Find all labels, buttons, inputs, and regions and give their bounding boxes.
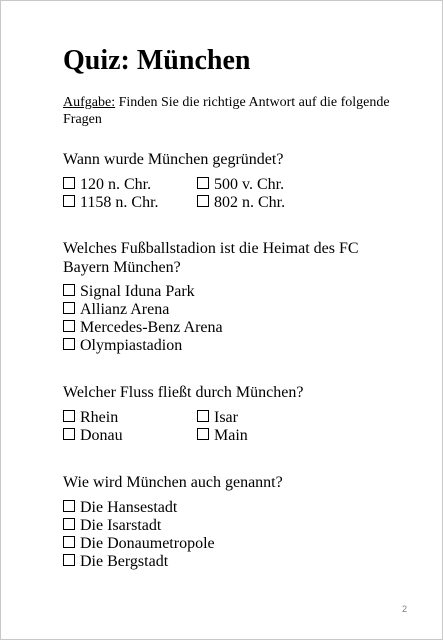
task-label: Aufgabe: [63,95,116,110]
page-title: Quiz: München [63,45,251,76]
checkbox-icon[interactable] [63,302,75,314]
question-1: Wann wurde München gegründet? [63,151,284,168]
q1-option-2[interactable] [197,176,284,194]
option-label: Signal Iduna Park [80,283,195,300]
task-text: Finden Sie die richtige Antwort auf die folgende Fragen [63,95,390,127]
checkbox-icon[interactable] [63,338,75,350]
option-label: 500 v. Chr. [214,176,285,193]
q4-option-4[interactable] [63,553,168,571]
option-label: Olympiastadion [80,337,183,354]
page-number: 2 [402,604,408,614]
checkbox-icon[interactable] [63,284,75,296]
option-label: Main [214,427,248,444]
option-label: Donau [80,427,123,444]
option-label: Die Isarstadt [80,517,162,534]
option-label: 1158 n. Chr. [80,194,159,211]
q1-option-4[interactable] [197,194,285,212]
q2-option-2[interactable] [63,301,169,319]
checkbox-icon[interactable] [63,428,75,440]
task-instructions [63,94,403,128]
option-label: Die Bergstadt [80,553,169,570]
q3-option-2[interactable] [197,409,238,427]
checkbox-icon[interactable] [63,177,75,189]
q2-option-3[interactable] [63,319,223,337]
checkbox-icon[interactable] [63,410,75,422]
option-label: 802 n. Chr. [214,194,286,211]
q3-option-1[interactable] [63,409,118,427]
q4-option-2[interactable] [63,517,161,535]
checkbox-icon[interactable] [63,518,75,530]
option-label: 120 n. Chr. [80,176,152,193]
checkbox-icon[interactable] [63,554,75,566]
q4-option-1[interactable] [63,499,177,517]
option-label: Die Donaumetropole [80,535,215,552]
question-4: Wie wird München auch genannt? [63,474,283,491]
checkbox-icon[interactable] [197,410,209,422]
option-label: Rhein [80,409,119,426]
q1-option-1[interactable] [63,176,151,194]
checkbox-icon[interactable] [63,195,75,207]
question-3: Welcher Fluss fließt durch München? [63,384,304,401]
checkbox-icon[interactable] [63,320,75,332]
option-label: Isar [214,409,238,426]
option-label: Die Hansestadt [80,499,178,516]
checkbox-icon[interactable] [63,500,75,512]
checkbox-icon[interactable] [197,177,209,189]
checkbox-icon[interactable] [63,536,75,548]
q2-option-4[interactable] [63,337,182,355]
question-2: Welches Fußballstadion ist die Heimat des FC Bayern München? [63,240,359,276]
q1-option-3[interactable] [63,194,159,212]
q4-option-3[interactable] [63,535,215,553]
q3-option-4[interactable] [197,427,248,445]
checkbox-icon[interactable] [197,428,209,440]
q2-option-1[interactable] [63,283,195,301]
checkbox-icon[interactable] [197,195,209,207]
option-label: Mercedes-Benz Arena [80,319,223,336]
option-label: Allianz Arena [80,301,170,318]
q3-option-3[interactable] [63,427,123,445]
